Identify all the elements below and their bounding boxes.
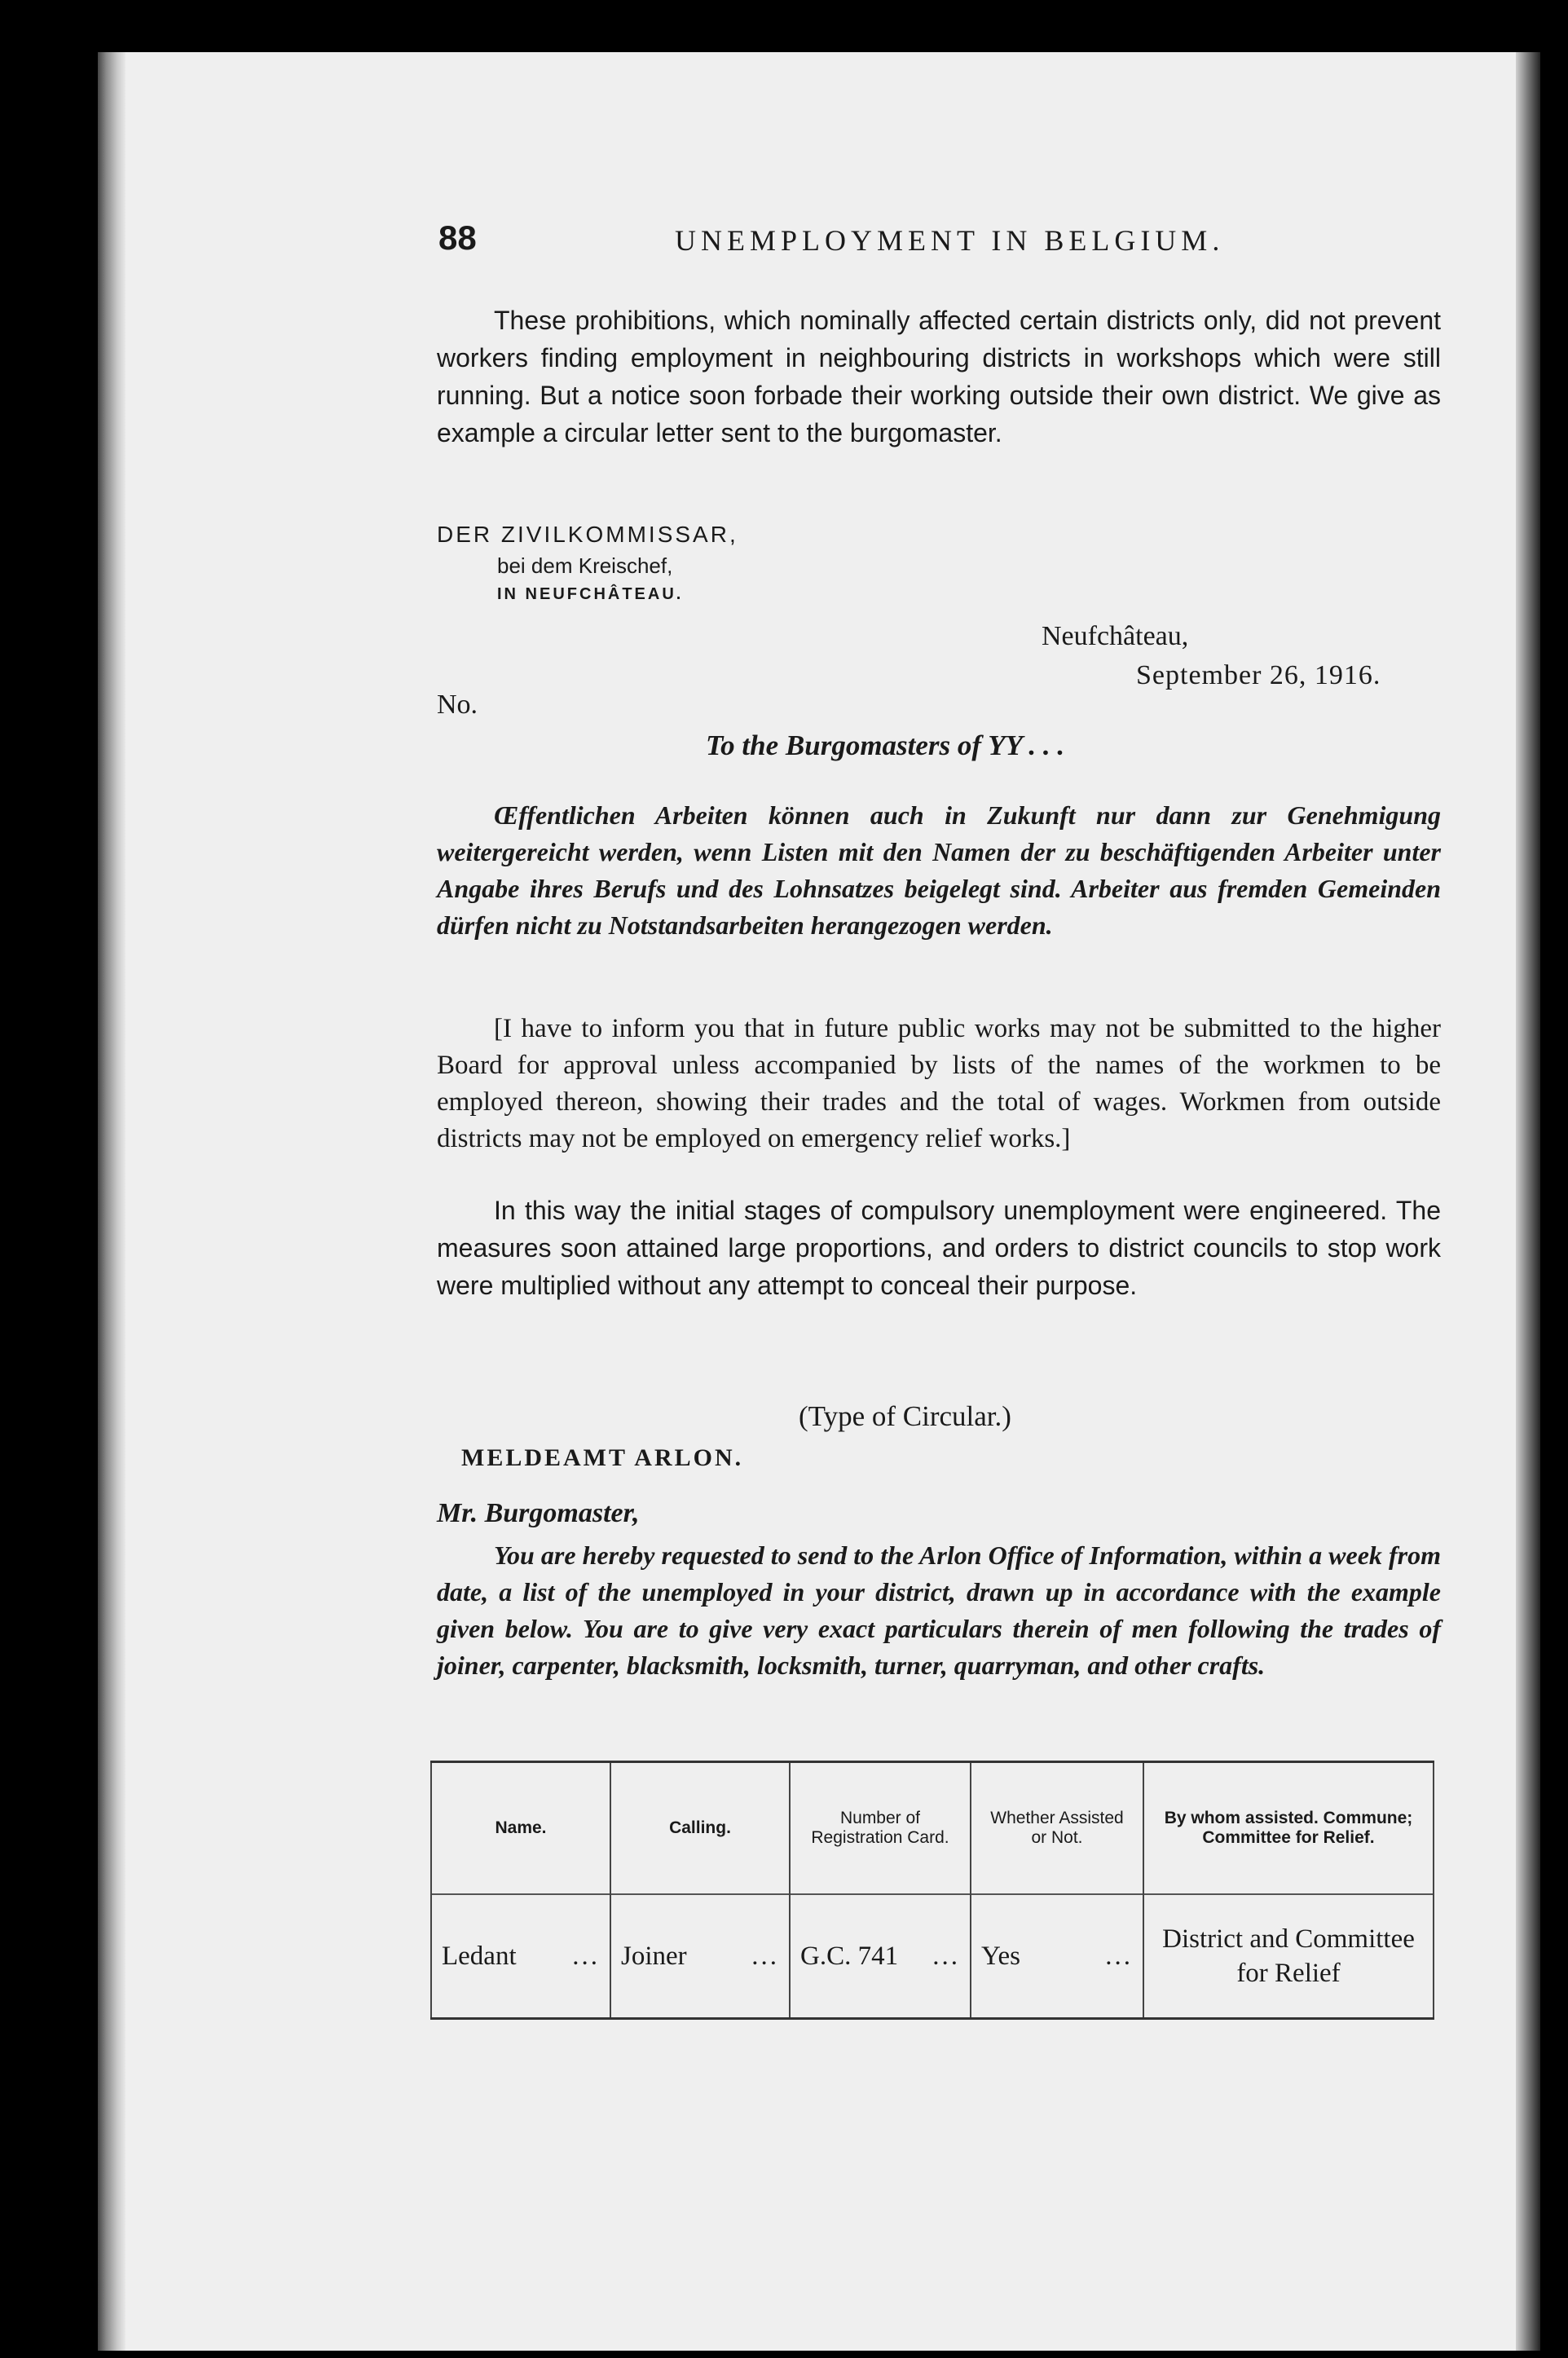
header-assisted: Whether Assisted or Not. xyxy=(971,1762,1143,1895)
cell-leader: ... xyxy=(751,1941,779,1971)
sender-title: DER ZIVILKOMMISSAR, xyxy=(437,522,738,547)
registration-table xyxy=(430,1761,1433,2020)
german-text: Œffentlichen Arbeiten können auch in Zukunft nur dann zur Genehmigung weitergereicht werden, wenn Listen mit den Namen der zu beschäftigenden Arbeiter unter Angabe ihres Berufs und des Lohnsatzes beigelegt sind. Arbeiter aus fremden Gemeinden dürfen nicht zu Notstandsarbeiten herangezogen werden. xyxy=(437,800,1441,940)
header-by-whom: By whom assisted. Commune; Committee for Relief. xyxy=(1143,1762,1434,1895)
cell-by-whom xyxy=(1143,1894,1434,2019)
header-name: Name. xyxy=(431,1762,610,1895)
circular-office: MELDEAMT ARLON. xyxy=(461,1444,744,1471)
cell-card-value: G.C. 741 xyxy=(800,1941,899,1971)
cell-calling-value: Joiner xyxy=(621,1941,687,1971)
table-header-row xyxy=(431,1762,1434,1895)
circular-salutation: Mr. Burgomaster, xyxy=(437,1498,640,1528)
letter-addressee: To the Burgomasters of YY . . . xyxy=(706,729,1065,761)
cell-leader: ... xyxy=(1105,1941,1133,1971)
cell-card xyxy=(790,1894,971,2019)
letter-date: September 26, 1916. xyxy=(1136,660,1381,690)
letter-place: Neufchâteau, xyxy=(1042,621,1189,651)
intro-paragraph: These prohibitions, which nominally affected certain districts only, did not prevent workers finding employment in neighbouring districts in workshops which were still running. But a notice soon forbade their working outside their own district. We give as example a circular letter sent to the burgomaster. xyxy=(437,306,1441,447)
sender-subtitle: bei dem Kreischef, xyxy=(497,553,673,578)
cell-by-whom-value: District and Committee for Relief xyxy=(1162,1924,1415,1988)
cell-name-value: Ledant xyxy=(442,1941,517,1971)
header-registration-card: Number of Registration Card. xyxy=(790,1762,971,1895)
cell-name xyxy=(431,1894,610,2019)
header-calling: Calling. xyxy=(610,1762,790,1895)
cell-assisted xyxy=(971,1894,1143,2019)
sender-location: IN NEUFCHÂTEAU. xyxy=(497,585,684,603)
page-binding-shadow xyxy=(98,52,126,2351)
table-row xyxy=(431,1894,1434,2019)
circular-type-caption: (Type of Circular.) xyxy=(799,1400,1011,1432)
cell-leader: ... xyxy=(932,1941,960,1971)
letter-number: No. xyxy=(437,690,478,720)
cell-leader: ... xyxy=(572,1941,600,1971)
followup-paragraph: In this way the initial stages of compulsory unemployment were engineered. The measures soon attained large proportions, and orders to district councils to stop work were multiplied without any attempt to conceal their purpose. xyxy=(437,1196,1441,1300)
circular-body: You are hereby requested to send to the Arlon Office of Information, within a week from date, a list of the unemployed in your district, drawn up in accordance with the example given below. You are to give very exact particulars therein of men following the trades of joiner, carpenter, blacksmith, locksmith, turner, quarryman, and other crafts. xyxy=(437,1540,1441,1680)
running-title: UNEMPLOYMENT IN BELGIUM. xyxy=(675,224,1225,257)
page-number: 88 xyxy=(438,218,477,257)
cell-calling xyxy=(610,1894,790,2019)
translation-text: [I have to inform you that in future public works may not be submitted to the higher Board for approval unless accompanied by lists of the names of the workmen to be employed thereon, showing their trades and the total of wages. Workmen from outside districts may not be employed on emergency relief works.] xyxy=(437,1014,1441,1153)
page-header xyxy=(438,218,1441,275)
page-right-edge xyxy=(1516,52,1540,2351)
cell-assisted-value: Yes xyxy=(981,1941,1021,1971)
letter-sender-block xyxy=(437,518,1089,608)
